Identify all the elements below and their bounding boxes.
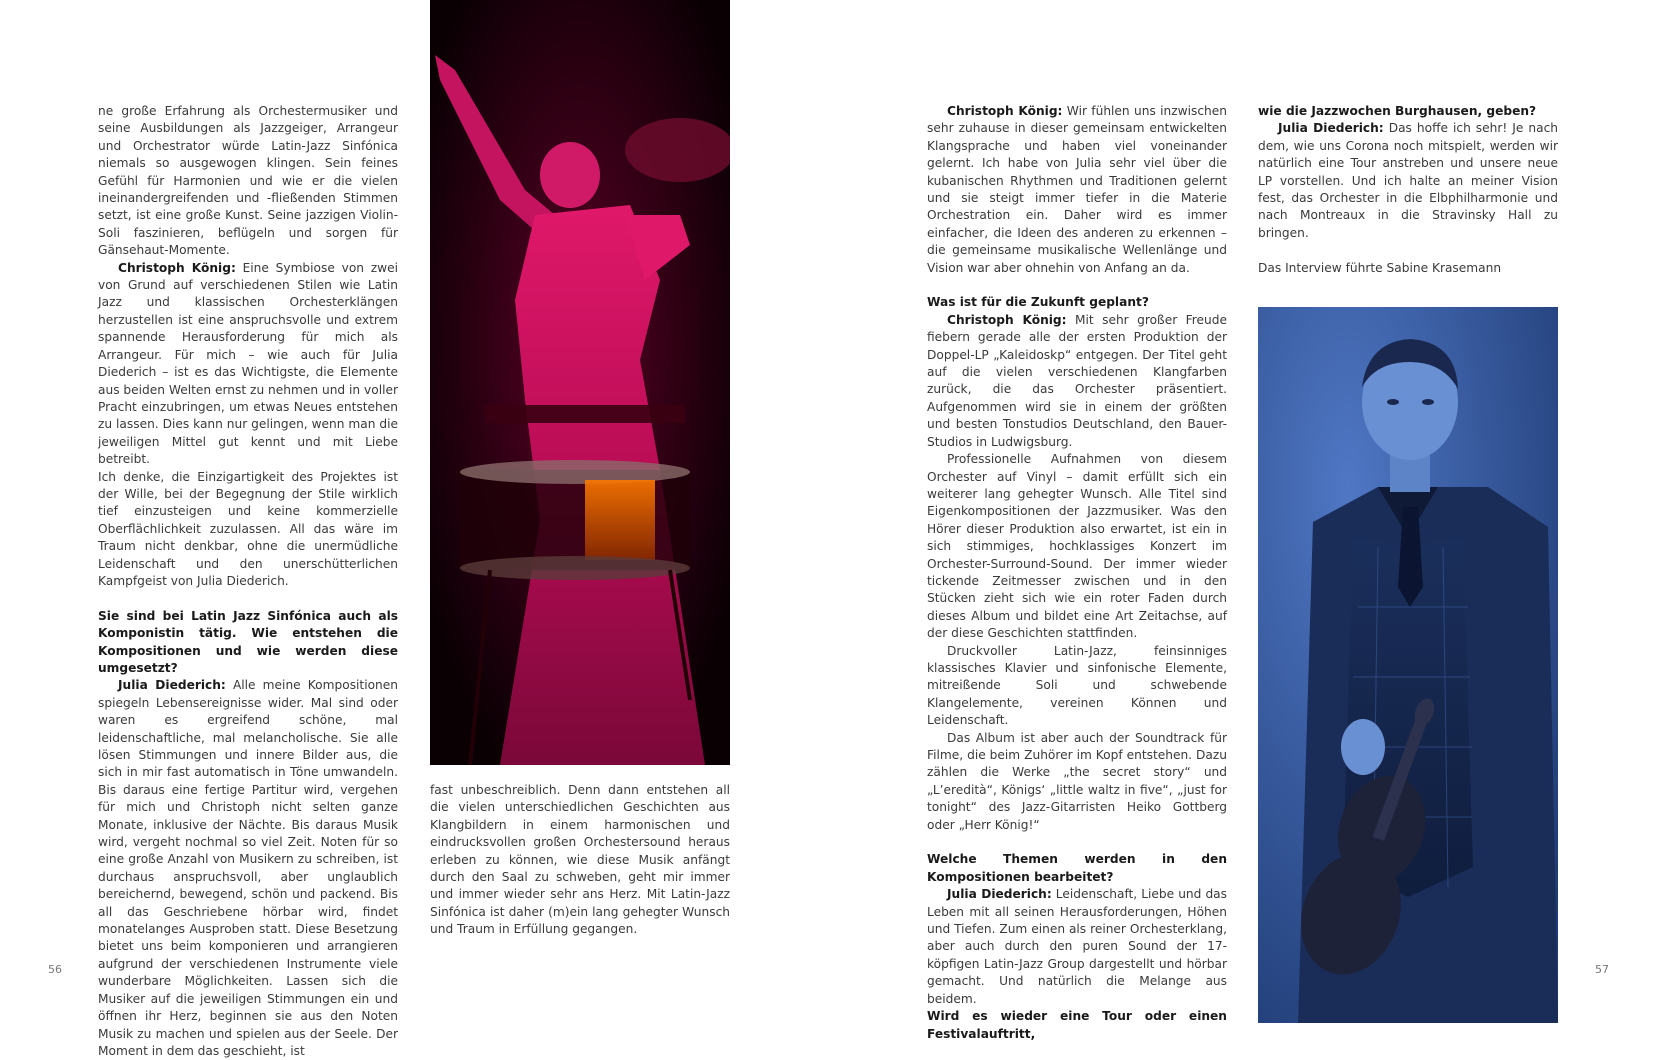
paragraph — [98, 677, 398, 1060]
paragraph-text: Eine Symbiose von zwei von Grund auf verschiedenen Stilen wie Latin Jazz und klassischen Orchesterklängen herzustellen ist eine anspruchsvolle und extrem spannende Herausforderung für mich als Arrangeur. Für mich – wie auch für Julia Diederich – ist es das Wichtigste, die Elemente aus beiden Welten ernst zu nehmen und in voller Pracht einzubringen, um etwas Neues entstehen zu lassen. Dies kann nur gelingen, wenn man die jeweiligen Mittel gut kennt und mit Liebe betreibt. — [98, 260, 398, 467]
paragraph — [98, 260, 398, 469]
speaker-name: Julia Diederich: — [118, 678, 226, 693]
speaker-name: Julia Diederich: — [947, 887, 1052, 902]
paragraph: Professionelle Aufnahmen von diesem Orchester auf Vinyl – damit erfüllt sich ein weiterer lang gehegter Wunsch. Alle Titel sind Eigenkompositionen der Jazzmusiker. Was den Hörer dieser Produktion also erwartet, ist ein in sich stimmiges, hochklassiges Konzert im Orchester-Surround-Sound. Der immer wieder tickende Zeitmesser zwischen und in den Stücken zieht sich wie ein roter Faden durch dieses Album und bildet eine Art Zeitachse, auf der diese Geschichten stattfinden. — [927, 452, 1227, 641]
right-text-column-2 — [1258, 103, 1558, 277]
page-number-left: 56 — [48, 963, 62, 976]
paragraph-text: Leidenschaft, Liebe und das Leben mit all seinen Herausforderungen, Höhen und Tiefen. Zum einen als reiner Orchesterklang, aber auch durch den puren Sound der 17-köpfigen Latin-Jazz Group dargestellt und hörbar gemacht. Und natürlich die Melange aus beidem. — [927, 887, 1227, 1006]
paragraph-text: Das hoffe ich sehr! Je nach dem, wie uns Corona noch mitspielt, werden wir natürlich eine Tour anstreben und unsere neue LP vorstellen. Und ich halte an meiner Vision fest, das Orchester in die Elbphilharmonie und nach Montreaux in die Stravinsky Hall zu bringen. — [1258, 121, 1559, 240]
interview-credit: Das Interview führte Sabine Krasemann — [1258, 260, 1502, 275]
interview-question: Wird es wieder eine Tour oder einen Festivalauftritt, — [927, 1009, 1227, 1041]
speaker-name: Christoph König: — [947, 104, 1063, 118]
page-number-right: 57 — [1595, 963, 1609, 976]
paragraph-text: Mit sehr großer Freude fiebern gerade alle der ersten Produktion der Doppel-LP „Kaleidoskp“ entgegen. Der Titel geht auf die vielen verschiedenen Klangfarben zurück, die das Orchester präsentiert. Aufgenommen wird sie in einem der größten und besten Tonstudios Deutschland, den Bauer-Studios in Ludwigsburg. — [927, 312, 1227, 449]
violinist-illustration — [1258, 307, 1558, 1023]
paragraph: Druckvoller Latin-Jazz, feinsinniges klassisches Klavier und sinfonische Elemente, mitreißende Soli und schwebende Klangelemente, vereinen Können und Leidenschaft. — [927, 643, 1227, 728]
performer-photo — [430, 0, 730, 765]
performer-illustration — [430, 0, 730, 765]
speaker-name: Julia Diederich: — [1278, 121, 1384, 136]
right-text-column-1 — [927, 103, 1227, 1043]
violinist-photo — [1258, 307, 1558, 1023]
paragraph — [927, 312, 1227, 451]
interview-question-continued: wie die Jazzwochen Burghausen, geben? — [1258, 104, 1537, 118]
paragraph: fast unbeschreiblich. Denn dann entstehen all die vielen unterschiedlichen Geschichten aus Klangbildern in einem harmonischen und eindrucksvollen großen Orchestersound heraus erleben zu können, wie diese Musik anfängt durch den Saal zu schweben, geht mir immer und immer wieder sehr ans Herz. Mit Latin-Jazz Sinfónica ist daher (m)ein lang gehegter Wunsch und Traum in Erfüllung gegangen. — [430, 783, 730, 937]
paragraph: ne große Erfahrung als Orchestermusiker und seine Ausbildungen als Jazzgeiger, Arrangeur und Orchestrator würde Latin-Jazz Sinfónica niemals so ausgewogen klingen. Sein feines Gefühl für Harmonien und wie er die vielen ineinandergreifenden und -fließenden Stimmen setzt, ist eine große Kunst. Seine jazzigen Violin-Soli faszinieren, beflügeln und sorgen für Gänsehaut-Momente. — [98, 104, 398, 258]
paragraph — [927, 886, 1227, 1008]
speaker-name: Christoph König: — [947, 312, 1067, 327]
interview-question: Sie sind bei Latin Jazz Sinfónica auch als Komponistin tätig. Wie entstehen die Kompositionen und wie werden diese umgesetzt? — [98, 608, 398, 675]
left-text-column-1 — [98, 103, 398, 1060]
left-text-column-2 — [430, 782, 730, 939]
interview-question: Welche Themen werden in den Kompositionen bearbeitet? — [927, 852, 1227, 884]
paragraph: Das Album ist aber auch der Soundtrack für Filme, die beim Zuhörer im Kopf entstehen. Dazu zählen die Werke „the secret story“ und „L’eredità“, Königs‘ „little waltz in five“, „just for tonight“ des Jazz-Gitarristen Heiko Gottberg oder „Herr König!“ — [927, 730, 1227, 832]
paragraph: Ich denke, die Einzigartigkeit des Projektes ist der Wille, bei der Begegnung der Stile wirklich tief einzusteigen und keine kommerzielle Oberflächlichkeit zuzulassen. All das wäre im Traum nicht denkbar, ohne die unermüdliche Leidenschaft und den unerschütterlichen Kampfgeist von Julia Diederich. — [98, 469, 398, 588]
paragraph — [927, 103, 1227, 277]
paragraph-text: Alle meine Kompositionen spiegeln Lebensereignisse wider. Mal sind oder waren es ergreifend schöne, mal leidenschaftliche, mal melancholische. Sie alle lösen Stimmungen und innere Bilder aus, die sich in mir fast automatisch in Töne umwandeln. Bis daraus eine fertige Partitur wird, vergehen für mich und Christoph nicht selten ganze Monate, inklusive der Nächte. Bis daraus Musik wird, vergeht nochmal so viel Zeit. Noten für so eine große Anzahl von Musikern zu schreiben, ist durchaus anspruchsvoll, aber unglaublich bereichernd, bewegend, schön und packend. Bis all das Geschriebene hörbar wird, findet monatelanges Ausproben statt. Diese Besetzung bietet uns beim komponieren und arrangieren aufgrund der verschiedenen Instrumente viele wunderbare Möglichkeiten. Lassen sich die Musiker auf die jeweiligen Stimmungen ein und öffnen ihr Herz, beginnen sie aus den Noten Musik zu machen und spielen aus der Seele. Der Moment in dem das geschieht, ist — [98, 678, 399, 1058]
paragraph-text: Wir fühlen uns inzwischen sehr zuhause in dieser gemeinsam entwickelten Klangsprache und haben viel voneinander gelernt. Ich habe von Julia sehr viel über die kubanischen Rhythmen und Traditionen gelernt und sie steigt immer tiefer in die Materie Orchestration ein. Daher wird es immer einfacher, die Ideen des anderen zu erkennen – die gemeinsame musikalische Wellenlänge und Vision war aber ohnehin von Anfang an da. — [927, 104, 1227, 275]
speaker-name: Christoph König: — [118, 260, 236, 275]
paragraph — [1258, 120, 1558, 242]
interview-question: Was ist für die Zukunft geplant? — [927, 295, 1149, 310]
